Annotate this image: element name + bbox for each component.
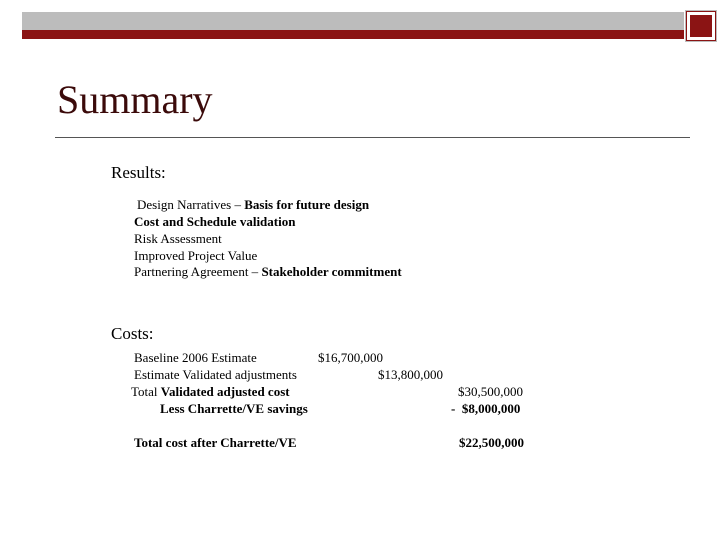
results-item-cost-schedule bbox=[134, 215, 295, 228]
results-heading: Results: bbox=[111, 163, 166, 182]
results-item-text: Design Narratives – bbox=[137, 197, 245, 212]
results-item-risk bbox=[134, 232, 222, 245]
results-item-bold: Basis for future design bbox=[244, 197, 370, 212]
results-item-project-value bbox=[134, 249, 257, 262]
header-bar-gray bbox=[22, 12, 684, 30]
cost-total-prefix: Total bbox=[131, 384, 161, 399]
title-divider bbox=[55, 137, 690, 138]
cost-total-validated-value: $30,500,000 bbox=[458, 384, 523, 399]
header-bar-red bbox=[22, 30, 684, 39]
results-item-design-narratives bbox=[137, 198, 369, 211]
cost-after-label: Total cost after Charrette/VE bbox=[134, 435, 297, 450]
slide-title: Summary bbox=[57, 77, 213, 122]
cost-baseline-value: $16,700,000 bbox=[318, 350, 383, 365]
cost-adjustments-label: Estimate Validated adjustments bbox=[134, 367, 297, 382]
cost-savings-label: Less Charrette/VE savings bbox=[160, 401, 308, 416]
cost-total-validated-label bbox=[131, 385, 290, 398]
corner-square-icon bbox=[687, 12, 715, 40]
cost-savings-value: - $8,000,000 bbox=[451, 401, 521, 416]
results-item-partnering bbox=[134, 265, 402, 278]
results-item-text: Partnering Agreement – bbox=[134, 264, 262, 279]
results-item-bold: Cost and Schedule validation bbox=[134, 214, 296, 229]
results-item-bold: Stakeholder commitment bbox=[261, 264, 402, 279]
cost-adjustments-value: $13,800,000 bbox=[378, 367, 443, 382]
cost-after-value: $22,500,000 bbox=[459, 435, 524, 450]
results-item-text: Risk Assessment bbox=[134, 231, 222, 246]
cost-total-bold: Validated adjusted cost bbox=[160, 384, 290, 399]
costs-heading: Costs: bbox=[111, 324, 154, 343]
cost-baseline-label: Baseline 2006 Estimate bbox=[134, 350, 257, 365]
results-item-text: Improved Project Value bbox=[134, 248, 258, 263]
